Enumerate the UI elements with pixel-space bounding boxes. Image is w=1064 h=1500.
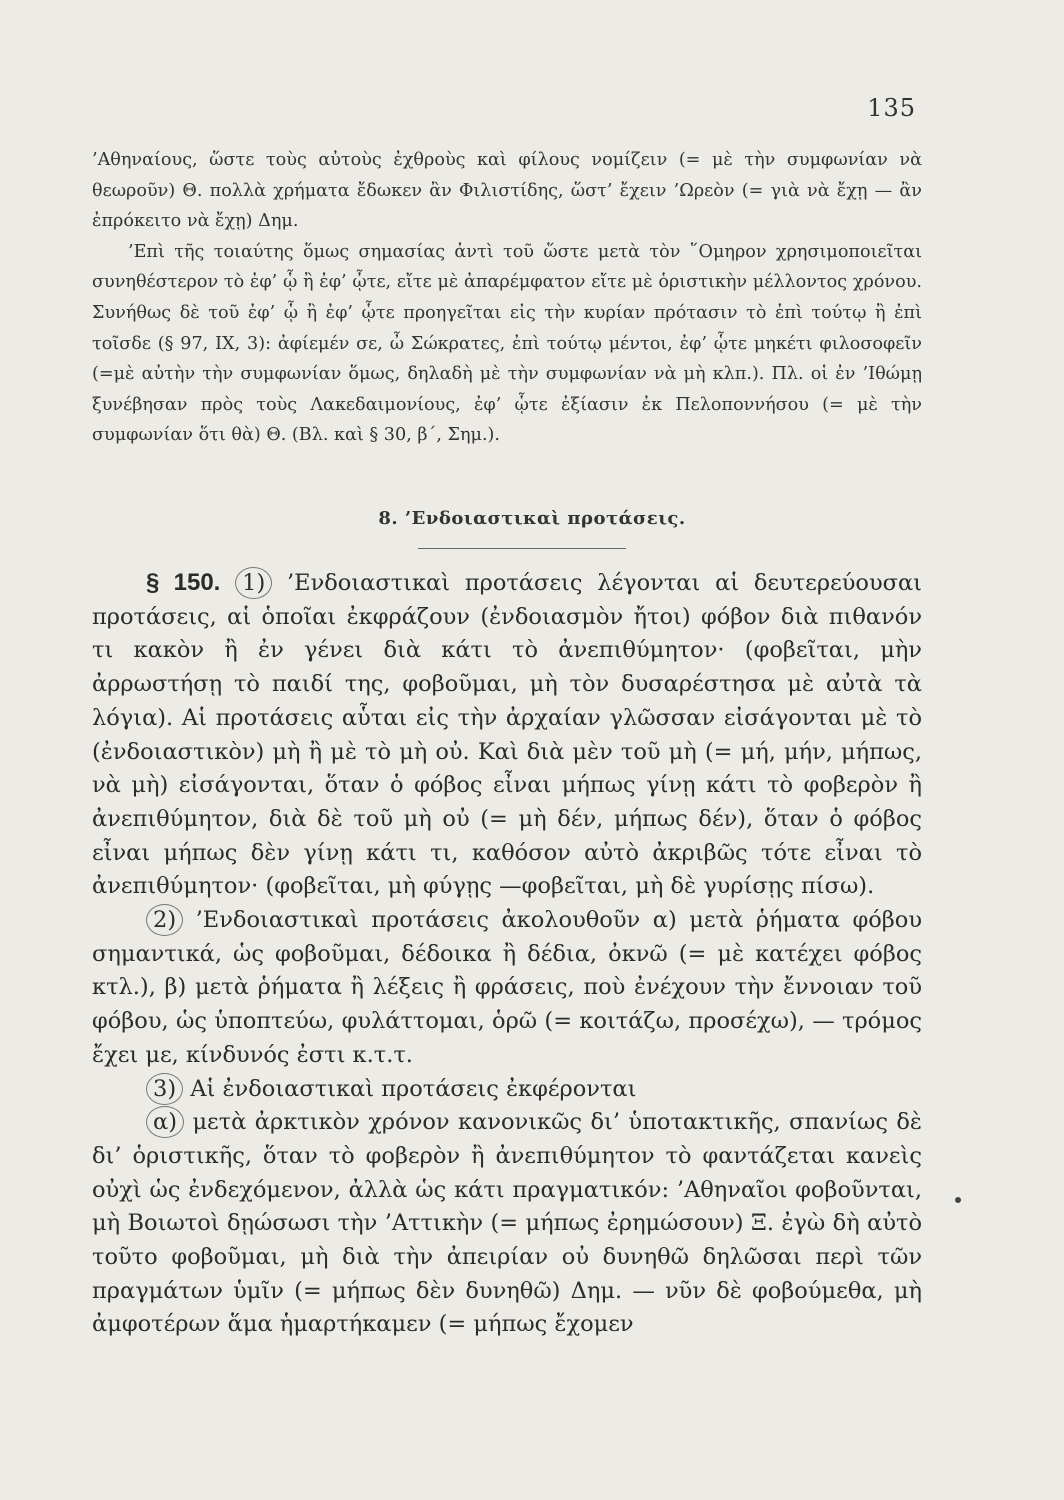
top-paragraph-2: ’Επὶ τῆς τοιαύτης ὅμως σημασίας ἀντὶ τοῦ ὥστε μετὰ τὸν ῞Ομηρον χρησιμοποιεῖται συνηθέστερον τὸ ἐφ’ ᾧ ἢ ἐφ’ ᾧτε, εἴτε μὲ ἀπαρέμφατον εἴτε μὲ ὁριστικὴν μέλλοντος χρόνου. Συνήθως δὲ τοῦ ἐφ’ ᾧ ἢ ἐφ’ ᾧτε προηγεῖται εἰς τὴν κυρίαν πρότασιν τὸ ἐπὶ τούτῳ ἢ ἐπὶ τοῖσδε (§ 97, IX, 3): ἀφίεμέν σε, ὦ Σώκρατες, ἐπὶ τούτῳ μέντοι, ἐφ’ ᾧτε μηκέτι φιλοσοφεῖν (=μὲ αὐτὴν τὴν συμφωνίαν ὅμως, δηλαδὴ μὲ τὴν συμφωνίαν νὰ μὴ κλπ.). Πλ. οἱ ἐν ’Ιθώμῃ ξυνέβησαν πρὸς τοὺς Λακεδαιμονίους, ἐφ’ ᾧτε ἐξίασιν ἐκ Πελοποννήσου (= μὲ τὴν συμφωνίαν ὅτι θὰ) Θ. (Βλ. καὶ § 30, β΄, Σημ.). [92,241,922,446]
item-number-1: 1) [235,567,272,599]
paragraph-3-text: Αἱ ἐνδοιαστικαὶ προτάσεις ἐκφέρονται [190,1075,637,1102]
pencil-mark [955,1197,961,1203]
main-paragraph-1 [92,566,922,904]
page-number: 135 [867,94,916,122]
item-number-3: 3) [146,1073,183,1105]
paragraph-1-text: ’Ενδοιαστικαὶ προτάσεις λέγονται αἱ δευτερεύουσαι προτάσεις, αἱ ὁποῖαι ἐκφράζουν (ἐνδοιασμὸν ἤτοι) φόβον διὰ πιθανόν τι κακὸν ἢ ἐν γένει διὰ κάτι τὸ ἀνεπιθύμητον· (φοβεῖται, μὴν ἀρρωστήσῃ τὸ παιδί της, φοβοῦμαι, μὴ τὸν δυσαρέστησα μὲ αὐτὰ τὰ λόγια). Αἱ προτάσεις αὗται εἰς τὴν ἀρχαίαν γλῶσσαν εἰσάγονται μὲ τὸ (ἐνδοιαστικὸν) μὴ ἢ μὲ τὸ μὴ οὐ. Καὶ διὰ μὲν τοῦ μὴ (= μή, μήν, μήπως, νὰ μὴ) εἰσάγονται, ὅταν ὁ φόβος εἶναι μήπως γίνῃ κάτι τὸ φοβερὸν ἢ ἀνεπιθύμητον, διὰ δὲ τοῦ μὴ οὐ (= μὴ δέν, μήπως δέν), ὅταν ὁ φόβος εἶναι μήπως δὲν γίνῃ κάτι τι, καθόσον αὐτὸ ἀκριβῶς τότε εἶναι τὸ ἀνεπιθύμητον· (φοβεῖται, μὴ φύγῃς —φοβεῖται, μὴ δὲ γυρίσῃς πίσω). [92,570,922,900]
paragraph-2-text: ’Ενδοιαστικαὶ προτάσεις ἀκολουθοῦν α) μετὰ ῥήματα φόβου σημαντικά, ὡς φοβοῦμαι, δέδοικα ἢ δέδια, ὀκνῶ (= μὲ κατέχει φόβος κτλ.), β) μετὰ ῥήματα ἢ λέξεις ἢ φράσεις, ποὺ ἐνέχουν τὴν ἔννοιαν τοῦ φόβου, ὡς ὑποπτεύω, φυλάττομαι, ὁρῶ (= κοιτάζω, προσέχω), — τρόμος ἔχει με, κίνδυνός ἐστι κ.τ.τ. [92,907,923,1068]
item-number-2: 2) [146,904,183,936]
section-heading: 8. ’Ενδοιαστικαὶ προτάσεις. [378,508,686,529]
heading-underline [418,548,626,549]
main-paragraph-4 [92,1106,922,1342]
paragraph-4-text: μετὰ ἀρκτικὸν χρόνον κανονικῶς δι’ ὑποτακτικῆς, σπανίως δὲ δι’ ὁριστικῆς, ὅταν τὸ φοβερὸν ἢ ἀνεπιθύμητον τὸ φαντάζεται κανεὶς οὐχὶ ὡς ἐνδεχόμενον, ἀλλὰ ὡς κάτι πραγματικόν: ’Αθηναῖοι φοβοῦνται, μὴ Βοιωτοὶ δῃώσωσι τὴν ’Αττικὴν (= μήπως ἐρημώσουν) Ξ. ἐγὼ δὴ αὐτὸ τοῦτο φοβοῦμαι, μὴ διὰ τὴν ἀπειρίαν οὐ δυνηθῶ δηλῶσαι περὶ τῶν πραγμάτων ὑμῖν (= μήπως δὲν δυνηθῶ) Δημ. — νῦν δὲ φοβούμεθα, μὴ ἀμφοτέρων ἅμα ἡμαρτήκαμεν (= μήπως ἔχομεν [92,1109,922,1338]
item-letter-a: α) [146,1106,184,1138]
main-paragraph-3 [92,1073,922,1107]
top-text-block [92,145,922,451]
top-paragraph-1: ’Αθηναίους, ὥστε τοὺς αὐτοὺς ἐχθροὺς καὶ φίλους νομίζειν (= μὲ τὴν συμφωνίαν νὰ θεωροῦν) Θ. πολλὰ χρήματα ἔδωκεν ἂν Φιλιστίδης, ὥστ’ ἔχειν ’Ωρεὸν (= γιὰ νὰ ἔχῃ — ἂν ἐπρόκειτο νὰ ἔχῃ) Δημ. [92,150,922,232]
main-paragraph-2 [92,904,922,1073]
main-text-block [92,566,922,1342]
section-mark: § 150. [146,569,221,596]
